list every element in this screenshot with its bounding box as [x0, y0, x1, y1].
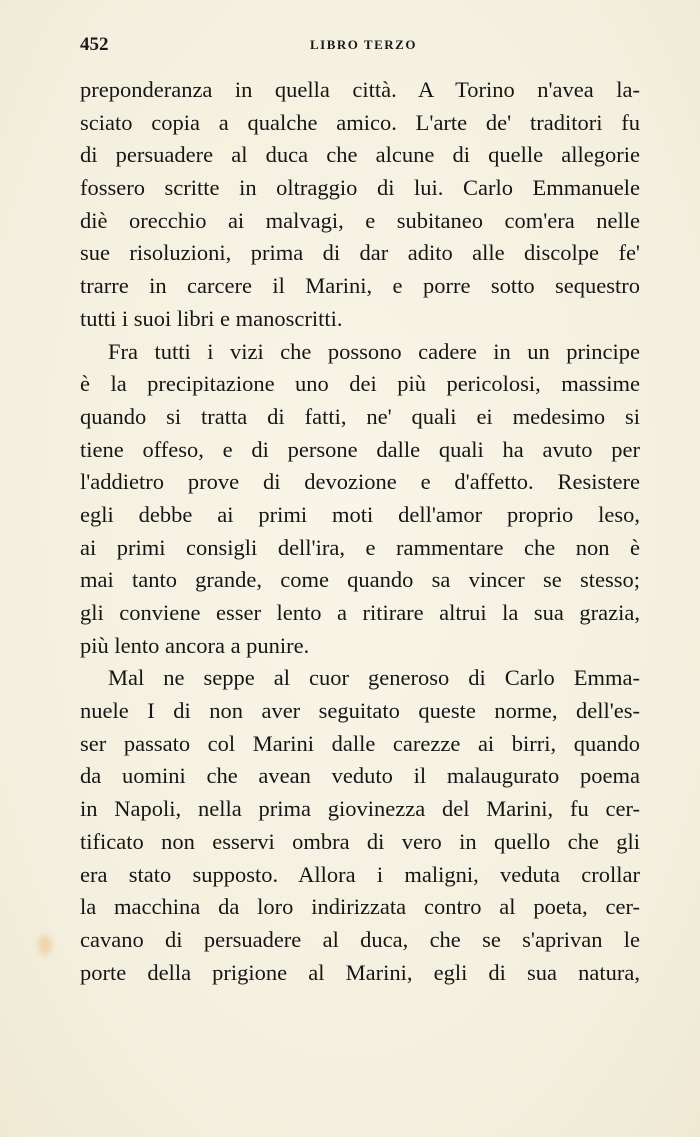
text-line: fossero scritte in oltraggio di lui. Carlo Emmanuele — [80, 175, 640, 201]
text-line: quando si tratta di fatti, ne' quali ei medesimo si — [80, 403, 640, 429]
text-line: tiene offeso, e di persone dalle quali ha avuto per — [80, 436, 640, 462]
paper-stain — [38, 935, 52, 955]
text-line: trarre in carcere il Marini, e porre sotto sequestro — [80, 273, 640, 299]
text-line: egli debbe ai primi moti dell'amor proprio leso, — [80, 501, 640, 527]
text-line: ser passato col Marini dalle carezze ai birri, quando — [80, 730, 640, 756]
text-line: mai tanto grande, come quando sa vincer se stesso; — [80, 567, 640, 593]
body-text — [80, 74, 640, 989]
running-head: LIBRO TERZO — [310, 37, 417, 52]
paragraph-start-line: Mal ne seppe al cuor generoso di Carlo Emma- — [108, 665, 640, 691]
text-line: da uomini che avean veduto il malaugurato poema — [80, 763, 640, 789]
text-line: l'addietro prove di devozione e d'affetto. Resistere — [80, 469, 640, 495]
text-line: è la precipitazione uno dei più pericolosi, massime — [80, 371, 640, 397]
text-line: porte della prigione al Marini, egli di sua natura, — [80, 959, 640, 985]
text-line: ai primi consigli dell'ira, e rammentare che non è — [80, 534, 640, 560]
text-line: preponderanza in quella città. A Torino n'avea la- — [80, 77, 640, 102]
text-line: tificato non esservi ombra di vero in quello che gli — [80, 828, 640, 854]
text-line: diè orecchio ai malvagi, e subitaneo com'era nelle — [80, 207, 640, 233]
text-line: di persuadere al duca che alcune di quelle allegorie — [80, 142, 640, 168]
page-number: 452 — [80, 34, 109, 55]
text-line: tutti i suoi libri e manoscritti. — [80, 305, 343, 331]
text-line: la macchina da loro indirizzata contro al poeta, cer- — [80, 894, 640, 920]
text-line: sue risoluzioni, prima di dar adito alle discolpe fe' — [80, 240, 640, 266]
text-line: era stato supposto. Allora i maligni, veduta crollar — [80, 861, 640, 887]
text-line: nuele I di non aver seguitato queste norme, dell'es- — [80, 698, 640, 724]
paragraph-start-line: Fra tutti i vizi che possono cadere in un principe — [108, 338, 640, 364]
text-line: in Napoli, nella prima giovinezza del Marini, fu cer- — [80, 796, 640, 822]
text-line: gli conviene esser lento a ritirare altrui la sua grazia, — [80, 600, 640, 625]
text-line: cavano di persuadere al duca, che se s'aprivan le — [80, 926, 640, 952]
page-header — [80, 34, 640, 56]
text-line: più lento ancora a punire. — [80, 632, 310, 658]
text-line: sciato copia a qualche amico. L'arte de' traditori fu — [80, 109, 640, 135]
